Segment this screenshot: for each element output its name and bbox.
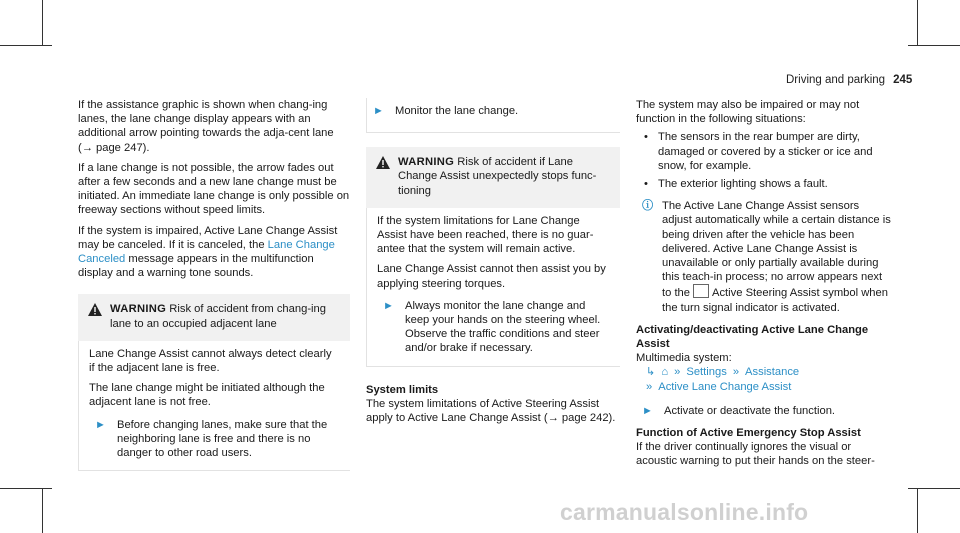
step: ► Before changing lanes, make sure that the neighboring lane is free and there is no danger to other road users.	[89, 418, 340, 461]
paragraph: If the system limitations for Lane Change Assist have been reached, there is no guar-antee that the system will remain active.	[377, 214, 594, 256]
warning-box	[366, 147, 620, 366]
menu-path	[636, 365, 892, 379]
menu-assistance[interactable]: Assistance	[745, 366, 800, 379]
crop-mark	[42, 0, 43, 46]
step: ► Always monitor the lane change and keep your hands on the steering wheel. Observe the traffic conditions and steer and/or brake if necessary.	[377, 299, 610, 356]
crop-mark	[908, 45, 960, 46]
menu-settings[interactable]: Settings	[686, 366, 727, 379]
list-item: • The sensors in the rear bumper are dirty, damaged or covered by a sticker or ice and snow, for example.	[636, 130, 892, 173]
warning-triangle-icon	[88, 302, 110, 330]
warning-text: Risk of accident from chang-ing lane to an occupied adjacent lane	[110, 303, 326, 330]
watermark: carmanualsonline.info	[560, 499, 809, 525]
info-icon: ⓘ	[642, 200, 654, 213]
step: ► Monitor the lane change.	[367, 104, 620, 118]
column-2	[366, 98, 620, 431]
step-arrow-icon: ►	[642, 404, 653, 417]
paragraph: If the assistance graphic is shown when chang-ing lanes, the lane change display appears with an additional arrow pointing towards the adja-cent lane (→ page 247).	[78, 99, 334, 154]
step-arrow-icon: ►	[383, 299, 394, 312]
menu-path	[636, 380, 892, 394]
crop-mark	[42, 488, 43, 533]
warning-box	[78, 294, 350, 471]
paragraph: Lane Change Assist cannot then assist you by applying steering torques.	[377, 263, 606, 290]
step-arrow-icon: ►	[373, 105, 384, 117]
warning-label: WARNING	[398, 156, 455, 169]
paragraph: The system limitations of Active Steering Assist apply to Active Lane Change Assist (→ page 242).	[366, 397, 616, 425]
warning-text: Risk of accident if Lane Change Assist unexpectedly stops func-tioning	[398, 156, 597, 197]
multimedia-label: Multimedia system:	[636, 352, 732, 365]
crop-mark	[0, 488, 52, 489]
lane-change-canceled-link[interactable]: Lane Change Canceled	[78, 238, 335, 266]
chevron-icon: »	[732, 366, 740, 379]
steering-assist-icon	[693, 284, 709, 298]
page-number: 245	[893, 74, 913, 86]
warning-label: WARNING	[110, 303, 167, 316]
crop-mark	[908, 488, 960, 489]
crop-mark	[0, 45, 52, 46]
paragraph: The lane change might be initiated although the adjacent lane is not free.	[89, 382, 325, 409]
paragraph: The system may also be impaired or may not function in the following situations:	[636, 99, 860, 126]
crop-mark	[917, 0, 918, 46]
paragraph: If the driver continually ignores the visual or acoustic warning to put their hands on the steer-	[636, 441, 875, 468]
chevron-icon: »	[646, 380, 653, 393]
step: ► Activate or deactivate the function.	[636, 404, 892, 418]
system-limits-section	[366, 383, 620, 426]
section-heading: System limits	[366, 383, 439, 396]
chevron-icon: »	[674, 366, 681, 379]
step-box	[366, 98, 620, 133]
warning-triangle-icon	[376, 155, 398, 198]
home-icon[interactable]: ⌂	[661, 366, 669, 379]
crop-mark	[917, 488, 918, 533]
paragraph: If the system is impaired, Active Lane Change Assist may be canceled. If it is canceled, the Lane Change Canceled message appears in the multifunction display and a warning tone sounds.	[78, 224, 338, 280]
enter-icon: ↳	[646, 366, 656, 379]
note: ⓘ The Active Lane Change Assist sensors adjust automatically while a certain distance is being driven after the vehicle has been delivered. Active Lane Change Assist is unavailable or only partially available during this teach-in process; no arrow appears next to the Active Steering Assist symbol when the turn signal indicator is activated.	[636, 199, 892, 315]
paragraph: If a lane change is not possible, the arrow fades out after a few seconds and a new lane change must be initiated. An immediate lane change is only possible on freeway sections without speed limits.	[78, 161, 350, 217]
section-heading: Function of Active Emergency Stop Assist	[636, 427, 861, 440]
page-header	[786, 73, 912, 87]
column-1	[78, 98, 350, 471]
column-3	[636, 98, 892, 469]
menu-active-lane-change-assist[interactable]: Active Lane Change Assist	[658, 380, 792, 393]
step-arrow-icon: ►	[95, 418, 106, 431]
list-item: • The exterior lighting shows a fault.	[636, 177, 892, 191]
bullet: •	[644, 131, 648, 144]
paragraph: Lane Change Assist cannot always detect clearly if the adjacent lane is free.	[89, 347, 332, 375]
bullet: •	[644, 178, 648, 191]
section-heading: Activating/deactivating Active Lane Change Assist	[636, 323, 869, 351]
section-title: Driving and parking	[786, 74, 886, 86]
